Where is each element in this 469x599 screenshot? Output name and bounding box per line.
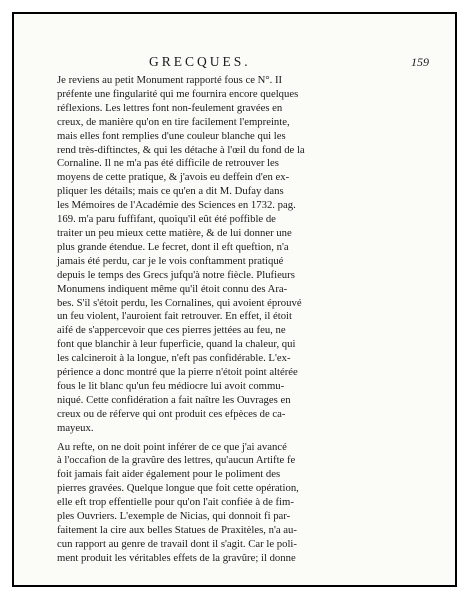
text-line: bes. S'il s'étoit perdu, les Cornalines, qui avoient éprouvé: [57, 296, 302, 309]
body-text: [57, 74, 429, 566]
text-line: pliquer les détails; mais ce qu'en a dit M. Dufay dans: [57, 185, 284, 198]
text-line: mais elles font remplies d'une couleur blanche qui les: [57, 129, 286, 142]
text-line: elle eft trop effentielle pour qu'on l'ait confiée à de fim-: [57, 496, 294, 509]
text-line: fous le lit blanc qu'un feu médiocre lui avoit commu-: [57, 379, 285, 392]
paragraph-2: [57, 441, 429, 566]
text-line: plus grande étendue. Le fecret, dont il eft queftion, n'a: [57, 240, 289, 253]
text-line: les Mémoires de l'Académie des Sciences en 1732. pag.: [57, 199, 296, 212]
text-line: foit jamais fait aider également pour le poliment des: [57, 468, 281, 481]
text-line: creux, de manière qu'on en tire facilement l'empreinte,: [57, 115, 290, 128]
text-line: réflexions. Les lettres font non-feulement gravées en: [57, 101, 283, 114]
paragraph-1: [57, 74, 429, 436]
text-line: à l'occafion de la gravûre des lettres, qu'aucun Artifte fe: [57, 454, 296, 467]
text-line: mayeux.: [57, 421, 94, 434]
text-line: périence a donc montré que la pierre n'étoit point altérée: [57, 366, 298, 379]
text-line: Au refte, on ne doit point inférer de ce que j'ai avancé: [57, 440, 287, 453]
text-line: 169. m'a paru fuffifant, quoiqu'il eût été poffible de: [57, 213, 276, 226]
text-line: préfente une fingularité qui me fournira encore quelques: [57, 87, 299, 100]
text-line: cun rapport au genre de travail dont il s'agit. Car le poli-: [57, 537, 297, 550]
running-head: [57, 54, 429, 74]
book-page: [14, 14, 455, 585]
text-line: jamais été perdu, car je le vois conftamment pratiqué: [57, 254, 284, 267]
text-line: Cornaline. Il ne m'a pas été difficile de retrouver les: [57, 157, 279, 170]
text-line: faitement la cire aux belles Statues de Praxitèles, n'a au-: [57, 524, 297, 536]
text-line: les calcineroit à la longue, n'eft pas confidérable. L'ex-: [57, 352, 291, 365]
text-line: aifé de s'appercevoir que ces pierres jettées au feu, ne: [57, 324, 286, 337]
text-line: ples Ouvriers. L'exemple de Nicias, qui donnoit fi par-: [57, 510, 291, 523]
page-number: 159: [411, 55, 429, 69]
text-line: pierres gravées. Quelque longue que foit cette opération,: [57, 482, 299, 495]
text-line: Monumens indiquent même qu'il étoit connu des Ara-: [57, 282, 288, 295]
text-line: ment produit les véritables effets de la gravûre; il donne: [57, 551, 296, 564]
text-line: traiter un peu mieux cette matière, & de lui donner une: [57, 226, 292, 239]
text-line: creux ou de réferve qui ont produit ces efpèces de ca-: [57, 407, 286, 420]
text-line: un feu violent, l'auroient fait retrouver. En effet, il étoit: [57, 310, 292, 323]
text-line: Je reviens au petit Monument rapporté fous ce N°. II: [57, 74, 283, 86]
running-head-title: GRECQUES.: [149, 54, 251, 69]
page-content: [57, 54, 429, 566]
text-line: moyens de cette pratique, & j'avois eu deffein d'en ex-: [57, 171, 290, 184]
text-line: font que blanchir à leur fuperficie, quand la chaleur, qui: [57, 338, 296, 351]
text-line: rend très-diftinctes, & qui les détache à l'œil du fond de la: [57, 143, 305, 156]
text-line: depuis le temps des Grecs jufqu'à notre fiècle. Plufieurs: [57, 268, 295, 281]
text-line: niqué. Cette confidération a fait naître les Ouvrages en: [57, 393, 291, 406]
page-border: [12, 12, 457, 587]
